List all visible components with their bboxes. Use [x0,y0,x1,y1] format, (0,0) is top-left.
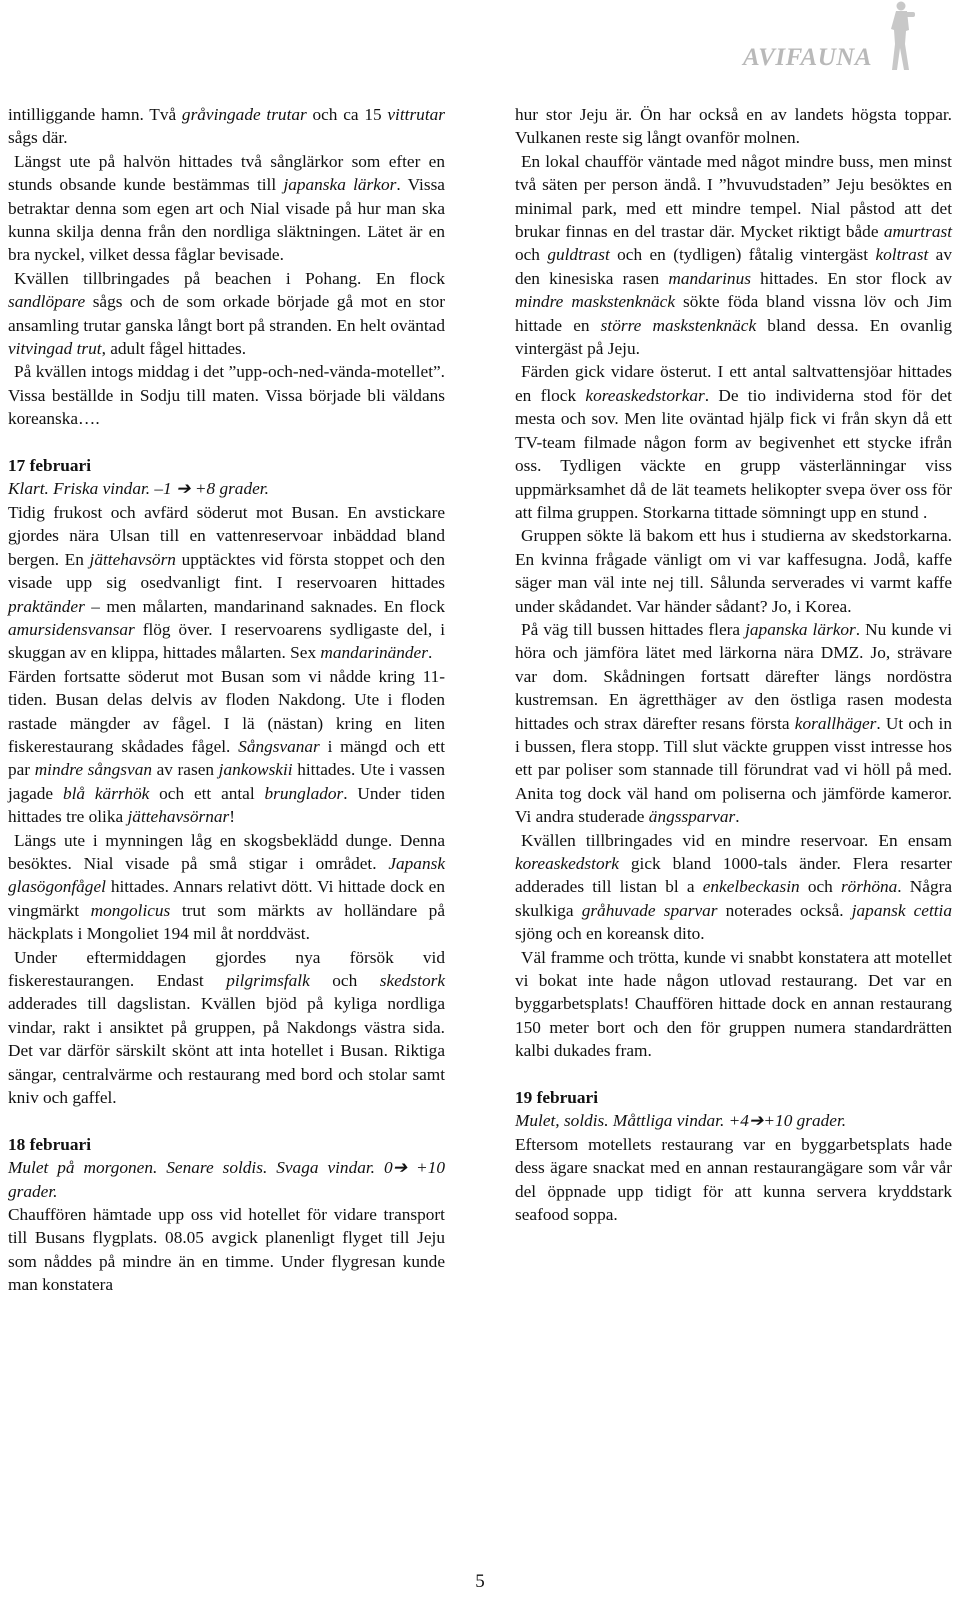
left-column [8,103,445,1297]
paragraph: hur stor Jeju är. Ön har också en av landets högsta toppar. Vulkanen reste sig långt ovanför molnen. [515,105,952,148]
day-heading-17-feb: 17 februari [8,456,92,476]
paragraph: På väg till bussen hittades flera japanska lärkor. Nu kunde vi höra och jämföra lätet med lärkorna nära DMZ. Jo, strävare var dom. Skådningen fortsatt därefter längs nordöstra kustremsan. En ägretthäger av den östliga rasen modesta hittades och strax därefter resans första korallhäger. Ut och in i bussen, flera stopp. Till slut väckte gruppen visst intresse hos ett par poliser som stannade till förundrat vad vi höll på med. Anita tog dock väl hand om poliserna och jämförde kameror. Vi andra studerade ängssparvar. [515,619,952,827]
birdwatcher-figure-icon [876,0,920,72]
paragraph: Längst ute på halvön hittades två sånglärkor som efter en stunds obsande kunde bestämmas till japanska lärkor. Vissa betraktar denna som egen art och Nial visade på hur man ska kunna skilja denna från den nordliga släktningen. Lätet är en bra nyckel, vilket dessa fåglar bevisade. [8,151,445,265]
weather-line: Klart. Friska vindar. –1 ➔ +8 grader. [8,479,269,499]
paragraph: Under eftermiddagen gjordes nya försök vid fiskerestaurangen. Endast pilgrimsfalk och skedstork adderades till dagslistan. Kvällen bjöd på kyliga nordliga vindar, rakt i ansiktet på gruppen, på Nakdongs västra sida. Det var därför särskilt skönt att inta hotellet i Busan. Riktiga sängar, centralvärme och restaurang med bord och stolar samt kniv och gaffel. [8,947,445,1108]
paragraph: Eftersom motellets restaurang var en byggarbetsplats hade dess ägare snackat med en annan restaurangägare som vår vår del öppnade upp tidigt för att kunna servera kryddstark seafood soppa. [515,1134,952,1225]
right-column [515,103,952,1226]
paragraph: Längs ute i mynningen låg en skogsbeklädd dunge. Denna besöktes. Nial visade på små stigar i området. Japansk glasögonfågel hittades. Annars relativt dött. Vi hittade dock en vingmärkt mongolicus trut som märkts av holländare på häckplats i Mongoliet 194 mil åt norddväst. [8,830,445,944]
paragraph: En lokal chaufför väntade med något mindre buss, men minst två säten per person ändå. I ”hvuvudstaden” Jeju besöktes en minimal park, med ett mindre tempel. Nial påstod att det brukar finnas en del trastar där. Mycket riktigt både amurtrast och guldtrast och en (tydligen) fåtalig vintergäst koltrast av den kinesiska rasen mandarinus hittades. En stor flock av mindre maskstenknäck sökte föda bland vissna löv och Jim hittade en större maskstenknäck bland dessa. En ovanlig vintergäst på Jeju. [515,151,952,359]
page-number: 5 [475,1571,485,1592]
weather-line: Mulet, soldis. Måttliga vindar. +4➔+10 grader. [515,1111,847,1131]
day-heading-19-feb: 19 februari [515,1088,599,1108]
paragraph: Tidig frukost och avfärd söderut mot Busan. En avstickare gjordes nära Ulsan till en vattenreservoar inbäddad bland bergen. En jättehavsörn upptäcktes vid första stoppet och den visade upp sig osedvanligt fint. I reservoaren hittades praktänder – men målarten, mandarinand saknades. En flock amursidensvansar flög över. I reservoarens sydligaste del, i skuggan av en klippa, hittades målarten. Sex mandarinänder. [8,502,445,663]
paragraph: Färden gick vidare österut. I ett antal saltvattensjöar hittades en flock koreaskedstorkar. De tio individerna stod för det mesta och sov. Men lite oväntad hjälp fick vi från skyn då ett TV-team filmade någon form av begivenhet ett stycke ifrån oss. Tydligen väckte en grupp västerlänningar viss uppmärksamhet då de lät teamets helikopter svepa över oss för att filma gruppen. Storkarna tittade sömningt upp en stund . [515,362,952,522]
paragraph: På kvällen intogs middag i det ”upp-och-ned-vända-motellet”. Vissa beställde in Sodju till maten. Vissa började bli väldans koreanska…. [8,362,445,429]
paragraph: Gruppen sökte lä bakom ett hus i studierna av skedstorkarna. En kvinna frågade vänligt om vi var kaffesugna. Jodå, kaffe säger man väl inte nej till. Sålunda serverades vi varmt kaffe under skådandet. Var händer sådant? Jo, i Korea. [515,526,952,616]
paragraph: intilliggande hamn. Två gråvingade trutar och ca 15 vittrutar sågs där. [8,105,445,148]
day-heading-18-feb: 18 februari [8,1134,92,1154]
paragraph: Kvällen tillbringades vid en mindre reservoar. En ensam koreaskedstork gick bland 1000-tals änder. Flera resarter adderades till listan bl a enkelbeckasin och rörhöna. Några skulkiga gråhuvade sparvar noterades också. japansk cettia sjöng och en koreansk dito. [515,830,953,944]
paragraph: Kvällen tillbringades på beachen i Pohang. En flock sandlöpare sågs och de som orkade började gå mot en stor ansamling trutar ganska långt bort på stranden. En helt oväntad vitvingad trut, adult fågel hittades. [8,268,445,359]
logo-text: AVIFAUNA [742,44,872,71]
paragraph: Chauffören hämtade upp oss vid hotellet för vidare transport till Busans flygplats. 08.05 avgick planenligt flyget till Jeju som nåddes på mindre än en timme. Under flygresan kunde man konstatera [8,1205,445,1295]
paragraph: Väl framme och trötta, kunde vi snabbt konstatera att motellet vi bokat inte hade någon utlovad restaurang. Det var en byggarbetsplats! Chauffören hittade dock en annan restaurang 150 meter bort och den för gruppen numera standardrätten kalbi dukades fram. [515,947,952,1061]
weather-line: Mulet på morgonen. Senare soldis. Svaga vindar. 0➔ +10 grader. [8,1158,445,1201]
avifauna-logo [720,0,920,80]
paragraph: Färden fortsatte söderut mot Busan som vi nådde kring 11-tiden. Busan delas delvis av floden Nakdong. Ute i floden rastade mängder av fågel. I lä (nästan) kring en liten fiskerestaurang skådades fågel. Sångsvanar i mängd och ett par mindre sångsvan av rasen jankowskii hittades. Ute i vassen jagade blå kärrhök och ett antal brunglador. Under tiden hittades tre olika jättehavsörnar! [8,666,446,827]
